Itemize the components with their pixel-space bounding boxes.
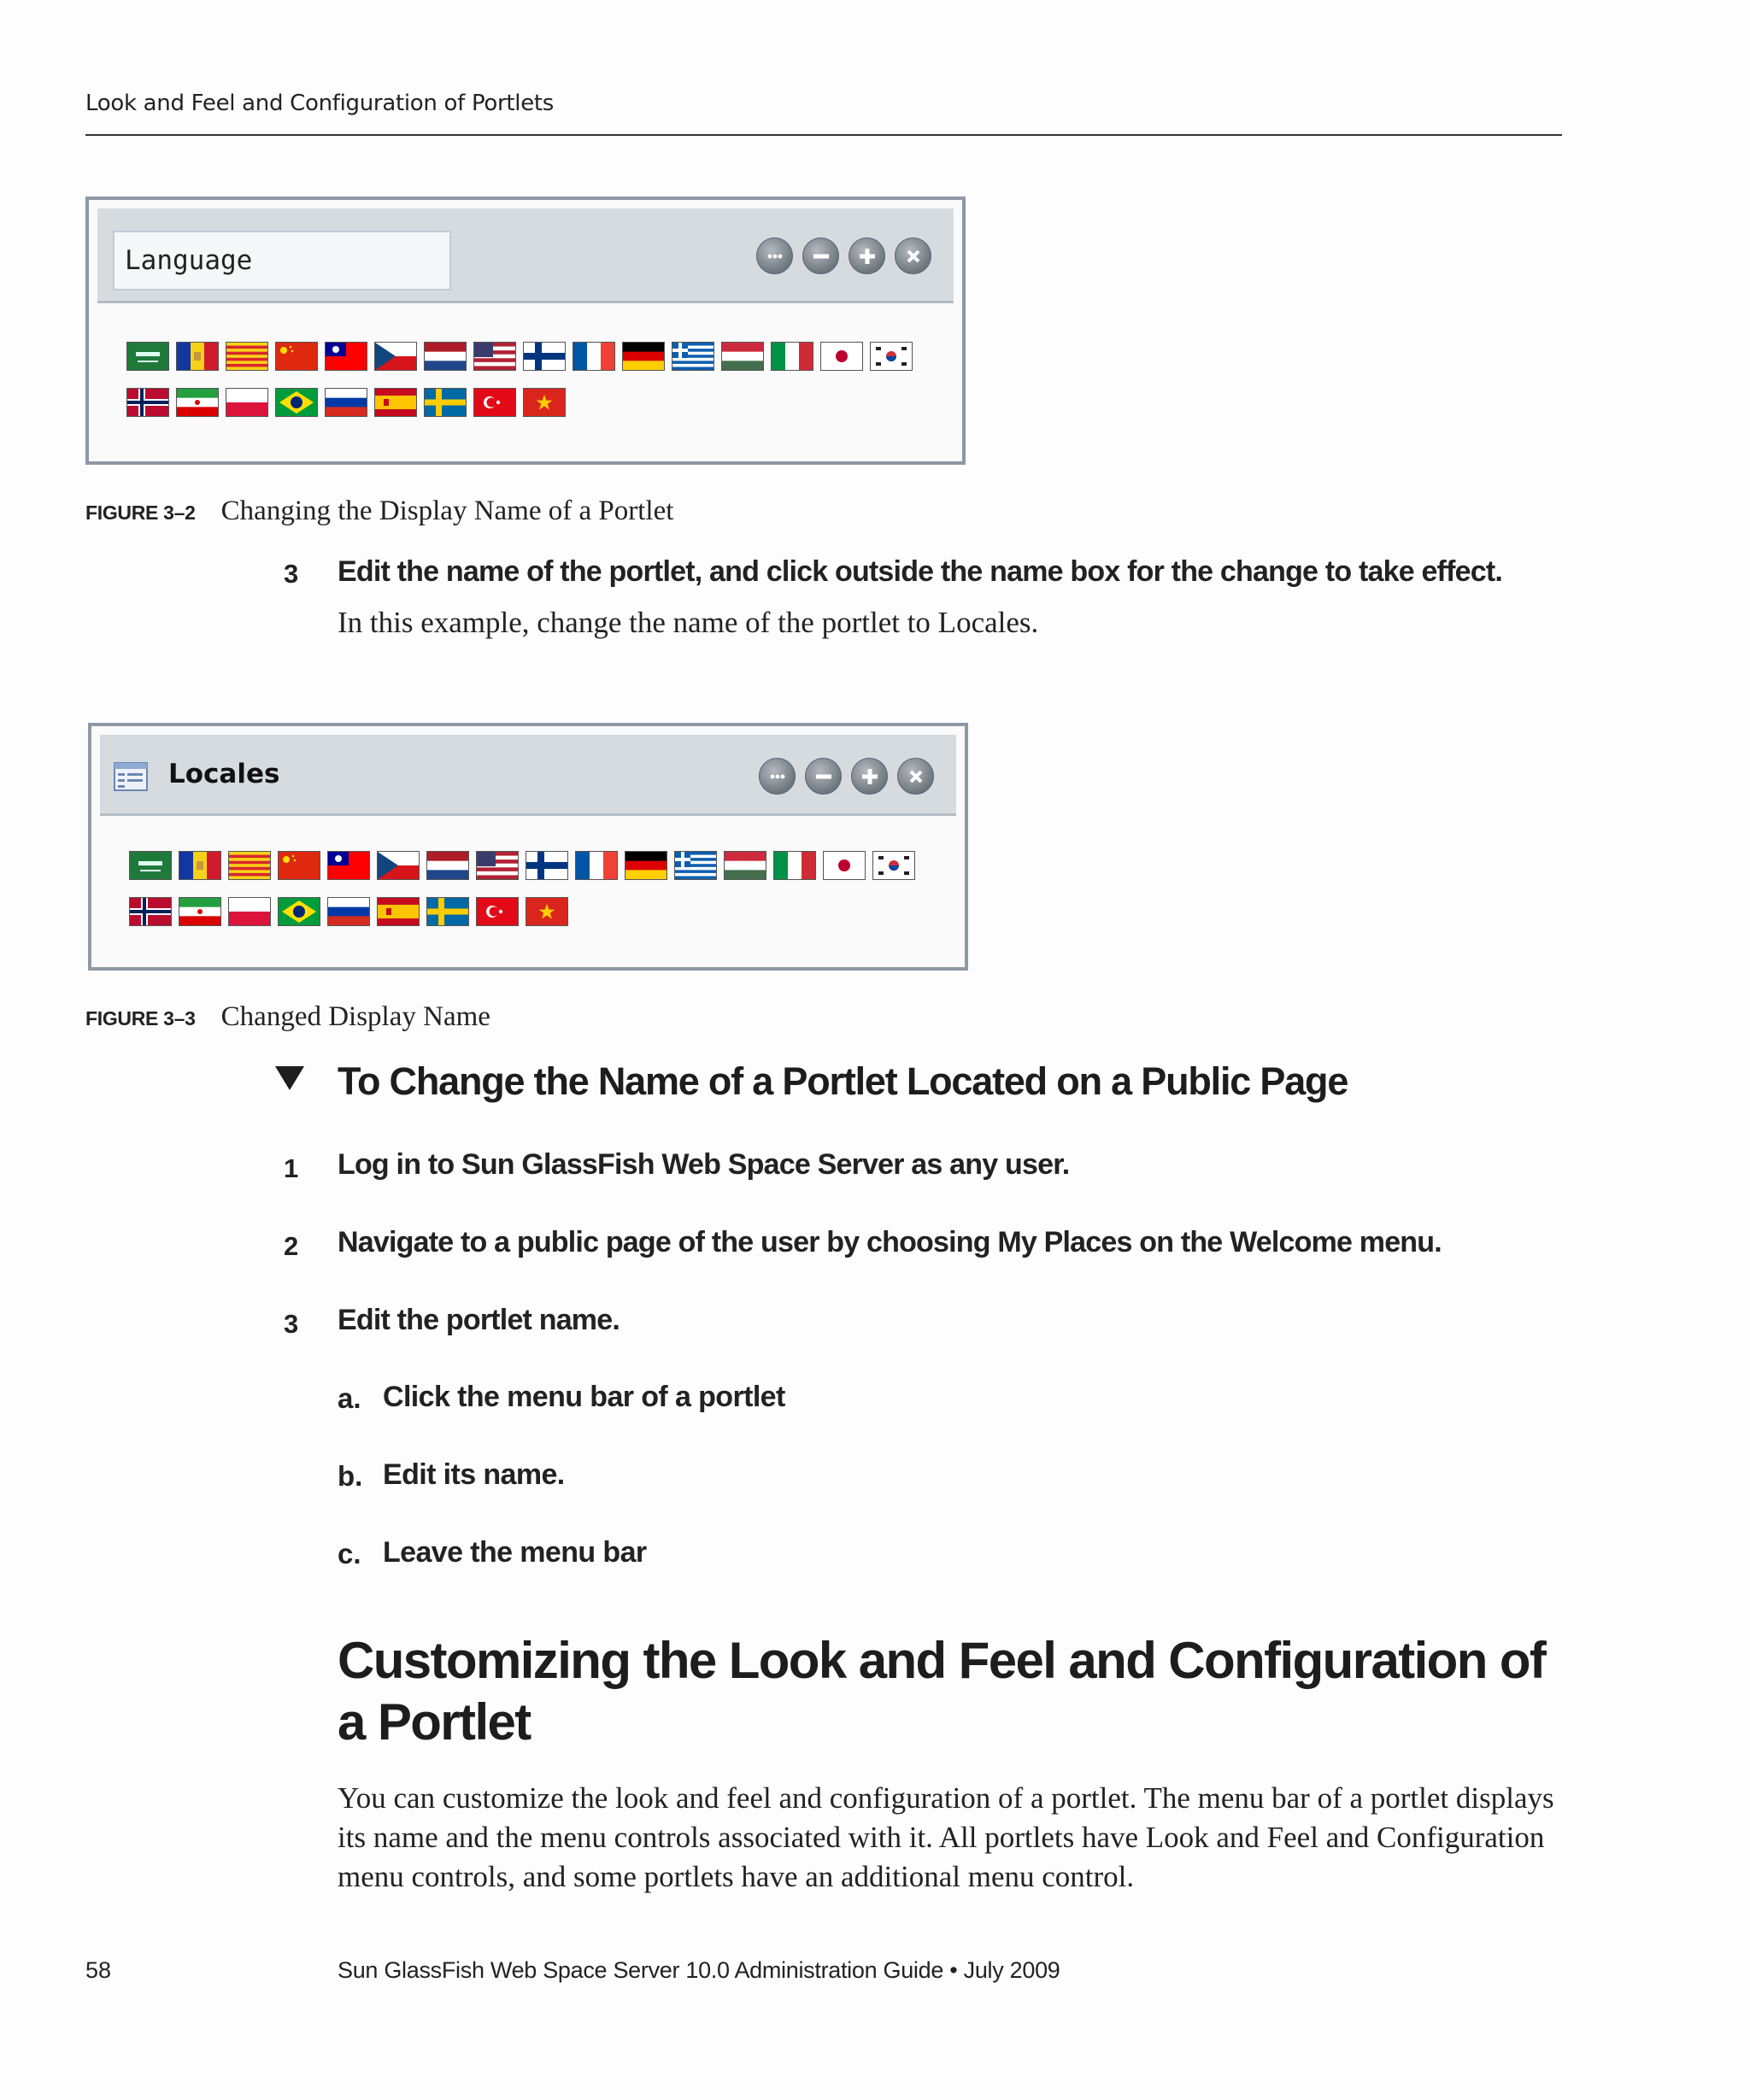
step-number: 3	[284, 1309, 299, 1339]
flag-china-icon[interactable]	[275, 342, 318, 371]
flag-usa-icon[interactable]	[476, 851, 519, 880]
flag-korea-icon[interactable]	[870, 342, 913, 371]
flag-china-icon[interactable]	[278, 851, 320, 880]
figure-title: Changed Display Name	[220, 1001, 490, 1032]
figure-caption	[85, 496, 673, 527]
flag-sweden-icon[interactable]	[426, 897, 469, 926]
maximize-icon[interactable]	[849, 238, 885, 274]
flag-spain-icon[interactable]	[374, 388, 417, 417]
flag-netherlands-icon[interactable]	[424, 342, 467, 371]
substep-text: Leave the menu bar	[383, 1536, 647, 1569]
flag-france-icon[interactable]	[573, 342, 615, 371]
task-triangle-icon	[275, 1066, 304, 1090]
flag-czech-icon[interactable]	[374, 342, 417, 371]
flag-finland-icon[interactable]	[526, 851, 568, 880]
close-icon[interactable]	[897, 758, 934, 795]
flag-japan-icon[interactable]	[820, 342, 863, 371]
figure-title: Changing the Display Name of a Portlet	[220, 496, 674, 526]
flag-turkey-icon[interactable]	[476, 897, 519, 926]
step-text: Log in to Sun GlassFish Web Space Server as any user.	[338, 1148, 1070, 1181]
task-heading: To Change the Name of a Portlet Located on a Public Page	[338, 1059, 1348, 1103]
footer-book-title: Sun GlassFish Web Space Server 10.0 Administration Guide • July 2009	[338, 1957, 1060, 1983]
flag-taiwan-icon[interactable]	[327, 851, 370, 880]
more-icon[interactable]	[756, 238, 793, 274]
header-rule	[85, 134, 1562, 136]
flag-russia-icon[interactable]	[327, 897, 370, 926]
flag-poland-icon[interactable]	[228, 897, 271, 926]
flag-brazil-icon[interactable]	[278, 897, 320, 926]
flag-japan-icon[interactable]	[823, 851, 866, 880]
flag-spain-icon[interactable]	[377, 897, 420, 926]
flag-czech-icon[interactable]	[377, 851, 420, 880]
section-paragraph: You can customize the look and feel and configuration of a portlet. The menu bar of a portlet displays its name and the menu controls associated with it. All portlets have Look and Feel and Configuration menu controls, and some portlets have an additional menu control.	[338, 1781, 1554, 1893]
flag-sweden-icon[interactable]	[424, 388, 467, 417]
flag-poland-icon[interactable]	[226, 388, 268, 417]
portlet-controls	[756, 238, 931, 274]
figure-caption	[85, 1001, 490, 1033]
flag-germany-icon[interactable]	[625, 851, 667, 880]
flag-taiwan-icon[interactable]	[325, 342, 367, 371]
flag-row	[129, 897, 568, 926]
flag-france-icon[interactable]	[575, 851, 618, 880]
flag-saudi-arabia-icon[interactable]	[126, 342, 169, 371]
portlet-figure-3-2	[85, 197, 966, 465]
flag-brazil-icon[interactable]	[275, 388, 318, 417]
step-number: 2	[284, 1231, 299, 1261]
flag-greece-icon[interactable]	[674, 851, 717, 880]
flag-hungary-icon[interactable]	[721, 342, 764, 371]
portlet-title[interactable]: Locales	[168, 759, 280, 789]
flag-iran-icon[interactable]	[179, 897, 221, 926]
portlet-icon	[114, 762, 148, 791]
flag-saudi-arabia-icon[interactable]	[129, 851, 172, 880]
more-icon[interactable]	[759, 758, 796, 795]
portlet-name-field[interactable]: Language	[113, 231, 451, 290]
flag-turkey-icon[interactable]	[473, 388, 516, 417]
flag-greece-icon[interactable]	[672, 342, 714, 371]
flag-italy-icon[interactable]	[771, 342, 813, 371]
substep-letter: c.	[338, 1538, 361, 1569]
flag-vietnam-icon[interactable]	[523, 388, 566, 417]
flag-iran-icon[interactable]	[176, 388, 219, 417]
flag-row	[126, 342, 913, 371]
flag-korea-icon[interactable]	[872, 851, 915, 880]
figure-label: FIGURE 3–2	[85, 502, 196, 524]
flag-row	[129, 851, 915, 880]
section-heading: Customizing the Look and Feel and Configuration of a Portlet	[338, 1632, 1546, 1751]
flag-catalonia-icon[interactable]	[228, 851, 271, 880]
maximize-icon[interactable]	[851, 758, 888, 795]
substep-letter: b.	[338, 1460, 363, 1492]
step-number: 1	[284, 1153, 299, 1183]
page-number: 58	[85, 1957, 112, 1983]
step-text: Navigate to a public page of the user by choosing My Places on the Welcome menu.	[338, 1226, 1442, 1258]
flag-vietnam-icon[interactable]	[526, 897, 568, 926]
figure-label: FIGURE 3–3	[85, 1007, 196, 1029]
flag-andorra-icon[interactable]	[179, 851, 221, 880]
flag-netherlands-icon[interactable]	[426, 851, 469, 880]
flag-germany-icon[interactable]	[622, 342, 665, 371]
close-icon[interactable]	[895, 238, 931, 274]
flag-andorra-icon[interactable]	[176, 342, 219, 371]
flag-finland-icon[interactable]	[523, 342, 566, 371]
step-text: Edit the portlet name.	[338, 1304, 620, 1336]
minimize-icon[interactable]	[805, 758, 842, 795]
flag-norway-icon[interactable]	[126, 388, 169, 417]
substep-text: Click the menu bar of a portlet	[383, 1381, 785, 1413]
flag-russia-icon[interactable]	[325, 388, 367, 417]
minimize-icon[interactable]	[802, 238, 839, 274]
step-body: In this example, change the name of the portlet to Locales.	[338, 606, 1039, 639]
portlet-menu-bar[interactable]	[100, 735, 956, 816]
running-header: Look and Feel and Configuration of Portlets	[85, 91, 555, 116]
portlet-menu-bar[interactable]	[97, 208, 954, 303]
flag-row	[126, 388, 566, 417]
portlet-figure-3-3	[88, 723, 968, 971]
flag-catalonia-icon[interactable]	[226, 342, 268, 371]
flag-hungary-icon[interactable]	[724, 851, 766, 880]
step-text: Edit the name of the portlet, and click outside the name box for the change to take effect.	[338, 555, 1502, 588]
flag-italy-icon[interactable]	[773, 851, 816, 880]
step-number: 3	[284, 559, 299, 589]
portlet-controls	[759, 758, 934, 795]
flag-usa-icon[interactable]	[473, 342, 516, 371]
substep-text: Edit its name.	[383, 1458, 565, 1491]
substep-letter: a.	[338, 1382, 361, 1414]
flag-norway-icon[interactable]	[129, 897, 172, 926]
